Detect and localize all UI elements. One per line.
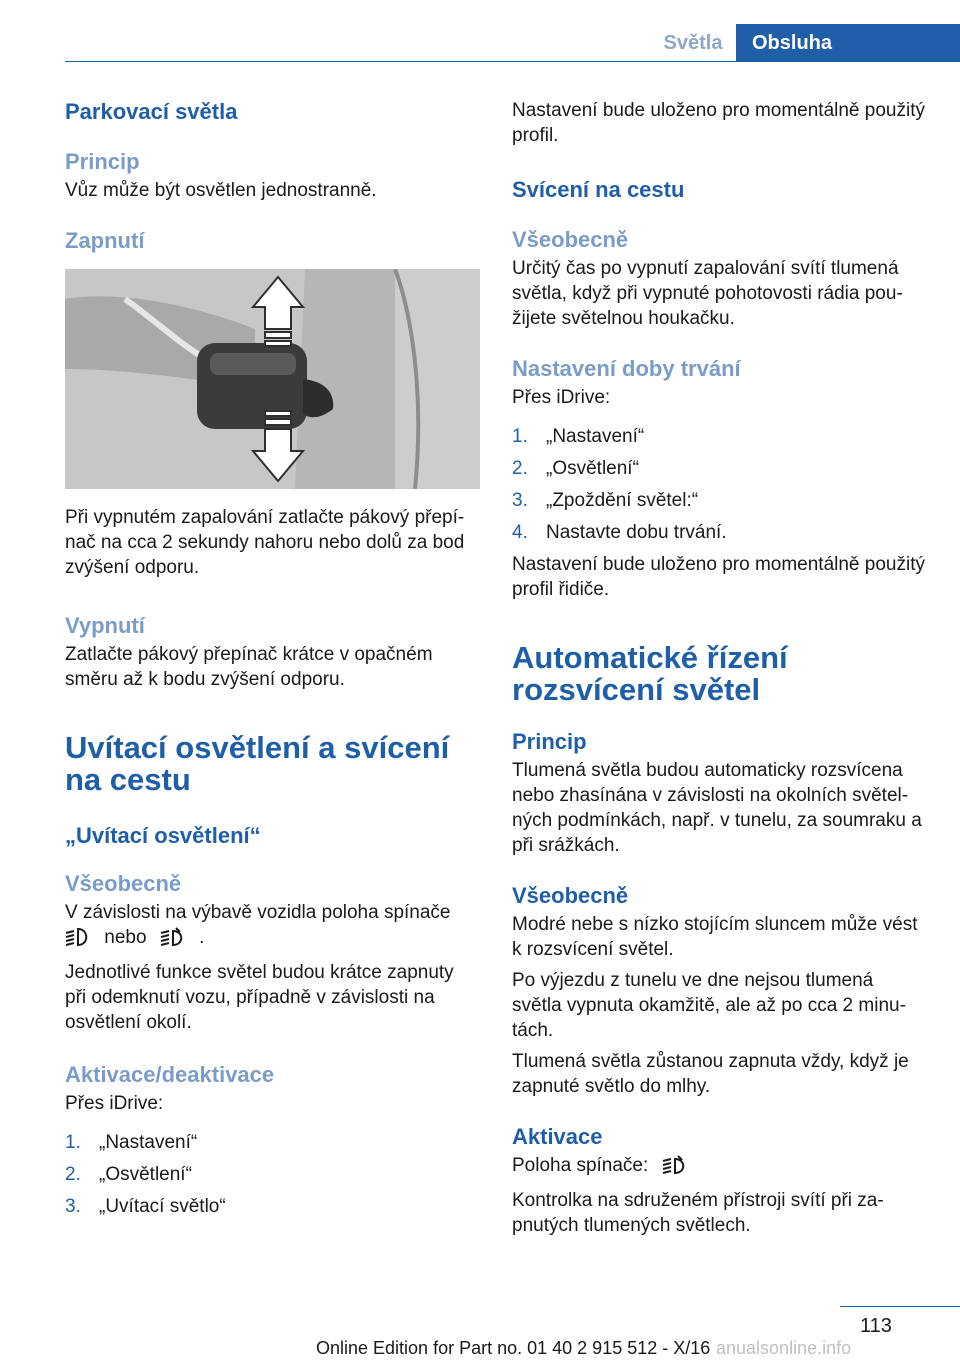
footer-rule [840,1306,960,1307]
path-light-text: Určitý čas po vypnutí zapalování svítí tlumená světla, když při vypnuté pohotovosti rádia použijete světelnou houkačku. [512,258,903,329]
switch-on-heading: Zapnutí [65,228,145,253]
left-column [65,98,480,1226]
switch-on-text: Při vypnutém zapalování zatlačte pákový přepínač na cca 2 sekundy nahoru nebo dolů za bod zvýšení odporu. [65,507,465,578]
auto-light-icon [160,927,186,954]
duration-steps-list [512,424,927,545]
saved-driver-profile-text: Nastavení bude uloženo pro momentálně použitý profil řidiče. [512,554,925,600]
general-text-b: Jednotlivé funkce světel budou krátce zapnuty při odemknutí vozu, případně v závislosti na osvětlení okolí. [65,962,454,1033]
page-header [0,24,960,62]
principle-heading: Princip [512,729,587,754]
low-beam-icon [65,927,91,954]
activation-heading: Aktivace [512,1124,603,1149]
auto-lights-heading: Automatické řízení rozsvícení světel [512,640,788,707]
chapter-tab: Obsluha [736,24,960,62]
edition-note: Online Edition for Part no. 01 40 2 915 512 - X/16 [316,1338,711,1358]
switch-off-text: Zatlačte pákový přepínač krátce v opačném směru až k bodu zvýšení odporu. [65,644,433,690]
welcome-lights-heading: Uvítací osvětlení a svícení na cestu [65,730,450,797]
welcome-light-subheading: „Uvítací osvětlení“ [65,823,261,848]
principle-heading: Princip [65,149,140,174]
right-column [512,98,927,1238]
switch-off-heading: Vypnutí [65,613,145,638]
list-item: 3. „Zpoždění světel:“ [512,490,699,511]
switch-position-line [512,1153,927,1182]
general-symbols-line [65,925,480,954]
general-text-c: Tlumená světla zůstanou zapnuta vždy, když je zapnuté světlo do mlhy. [512,1051,909,1097]
indicator-text: Kontrolka na sdruženém přístroji svítí při zapnutých tlumených světlech. [512,1190,884,1236]
list-item: 1. „Nastavení“ [65,1132,198,1153]
idrive-intro: Přes iDrive: [65,1093,164,1114]
idrive-intro: Přes iDrive: [512,387,611,408]
saved-profile-text: Nastavení bude uloženo pro momentálně použitý profil. [512,100,925,146]
list-item: 4. Nastavte dobu trvání. [512,522,727,543]
section-tab: Světla [663,32,723,54]
general-or-text: nebo [104,927,147,948]
page-number: 113 [860,1315,892,1337]
principle-text: Vůz může být osvětlen jednostranně. [65,180,377,201]
duration-heading: Nastavení doby trvání [512,356,741,381]
general-text-a: V závislosti na výbavě vozidla poloha spínače [65,902,451,923]
list-item: 2. „Osvětlení“ [65,1164,192,1185]
list-item: 1. „Nastavení“ [512,426,645,447]
general-heading: Všeobecně [512,883,629,908]
general-heading: Všeobecně [512,227,629,252]
general-heading: Všeobecně [65,871,182,896]
activate-deactivate-heading: Aktivace/deaktivace [65,1062,275,1087]
path-light-heading: Svícení na cestu [512,177,685,202]
general-text-b: Po výjezdu z tunelu ve dne nejsou tlumená světla vypnuta okamžitě, ale až po cca 2 minutách. [512,970,906,1041]
list-item: 2. „Osvětlení“ [512,458,639,479]
auto-light-icon [662,1155,688,1182]
watermark: anualsonline.info [716,1338,852,1358]
turn-signal-lever-arrows-icon [65,269,480,489]
parking-lights-heading: Parkovací světla [65,99,238,124]
general-text-a: Modré nebe s nízko stojícím sluncem může vést k rozsvícení světel. [512,914,918,960]
switch-position-label: Poloha spínače: [512,1155,649,1176]
principle-text: Tlumená světla budou automaticky rozsvícena nebo zhasínána v závislosti na okolních světelných podmínkách, např. v tunelu, za soumraku a při srážkách. [512,760,922,856]
welcome-steps-list [65,1130,480,1219]
list-item: 3. „Uvítací světlo“ [65,1196,226,1217]
general-end-text: . [199,927,205,948]
lever-figure [65,269,480,489]
